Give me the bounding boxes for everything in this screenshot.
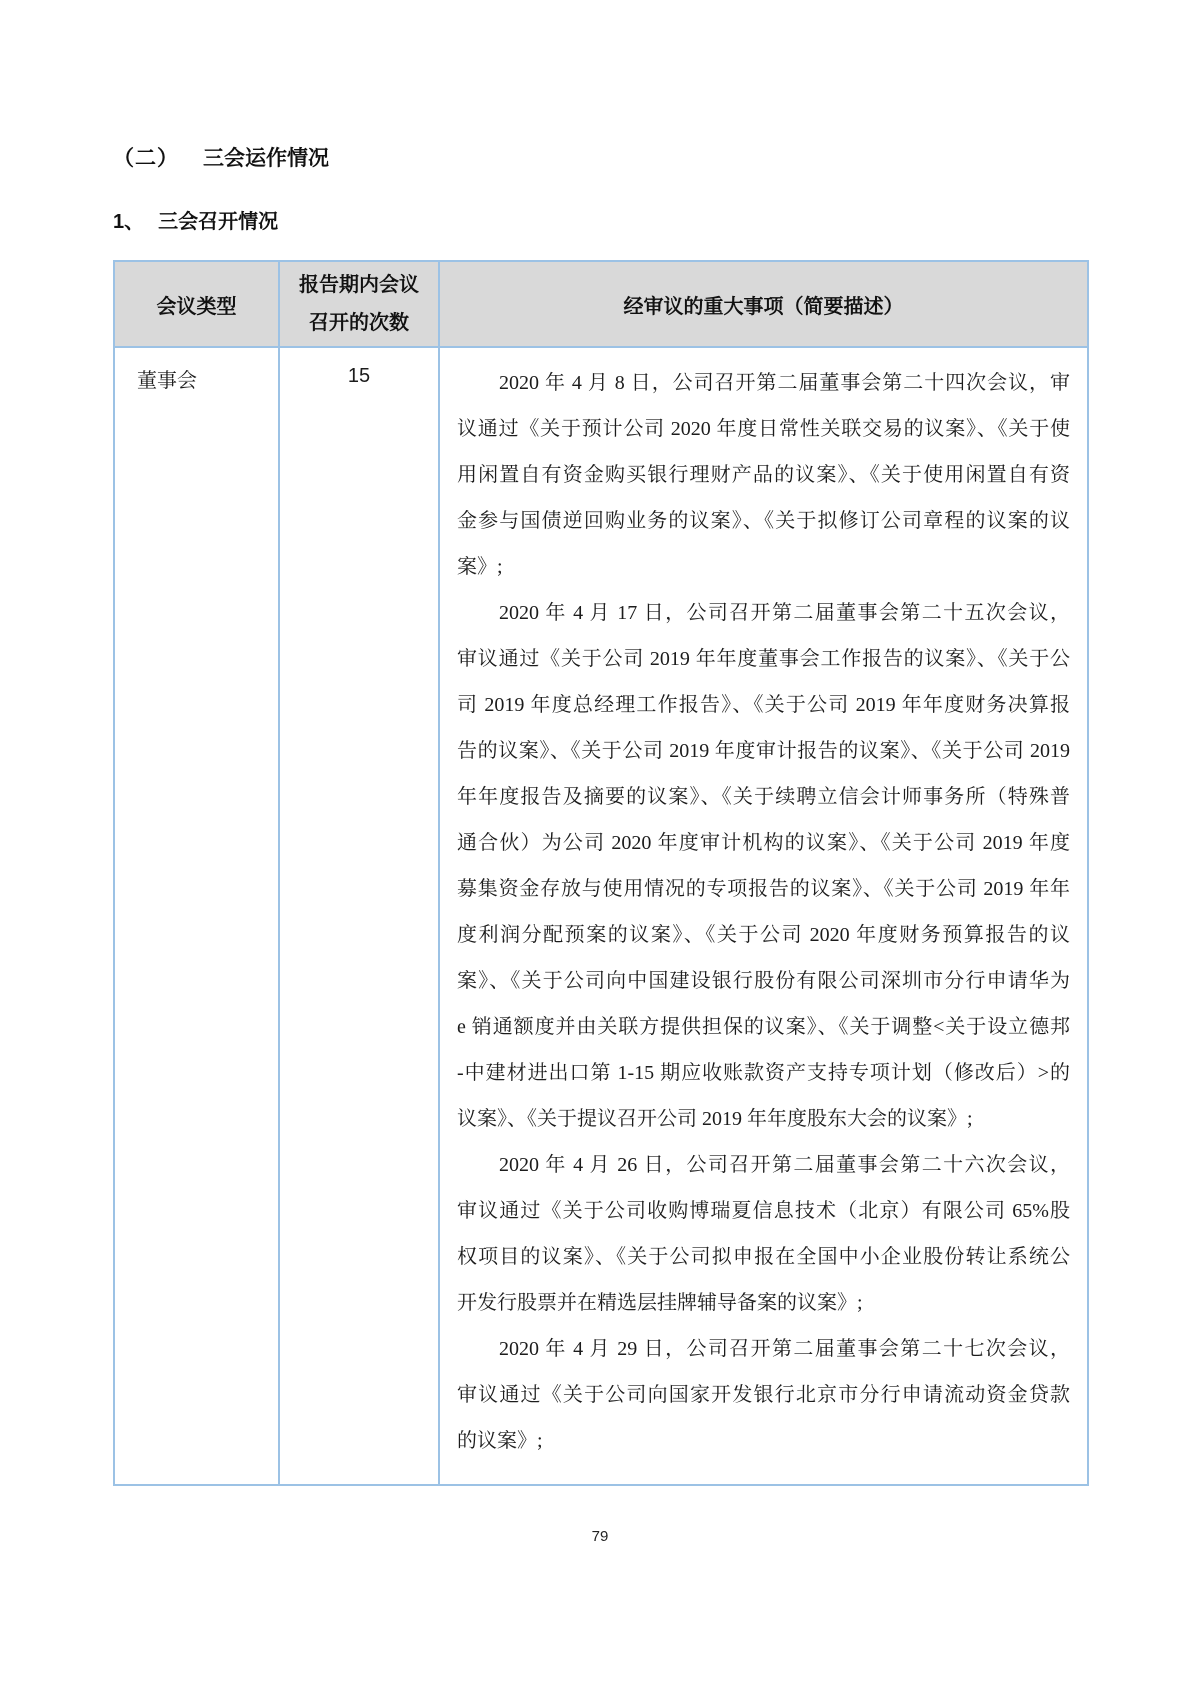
detail-line: 2020 年 4 月 8 日，公司召开第二届董事会第二十四次会议，审 [499, 372, 1070, 394]
detail-line: 2020 年 4 月 26 日，公司召开第二届董事会第二十六次会议， [499, 1154, 1070, 1176]
section-title: 三会运作情况 [203, 147, 329, 170]
header-meeting-count-line2: 召开的次数 [309, 312, 409, 334]
detail-line: 议通过《关于预计公司 2020 年度日常性关联交易的议案》、《关于使 [457, 418, 1070, 440]
detail-line: 审议通过《关于公司收购博瑞夏信息技术（北京）有限公司 65%股 [457, 1200, 1070, 1222]
detail-line: 开发行股票并在精选层挂牌辅导备案的议案》; [457, 1292, 863, 1314]
detail-line: 审议通过《关于公司 2019 年年度董事会工作报告的议案》、《关于公 [457, 648, 1070, 670]
subsection-number: 1、 [113, 211, 145, 233]
detail-line: 金参与国债逆回购业务的议案》、《关于拟修订公司章程的议案的议 [457, 510, 1070, 532]
detail-line: 权项目的议案》、《关于公司拟申报在全国中小企业股份转让系统公 [457, 1246, 1070, 1268]
detail-line: 议案》、《关于提议召开公司 2019 年年度股东大会的议案》; [457, 1108, 973, 1130]
subsection-heading [113, 205, 1087, 234]
header-meeting-count [279, 261, 439, 347]
detail-line: 的议案》; [457, 1430, 543, 1452]
detail-line: 通合伙）为公司 2020 年度审计机构的议案》、《关于公司 2019 年度 [457, 832, 1070, 854]
meeting-type-cell: 董事会 [114, 347, 279, 1485]
meeting-count-cell: 15 [279, 347, 439, 1485]
table-row-board-of-directors [114, 347, 1088, 1485]
detail-line: 用闲置自有资金购买银行理财产品的议案》、《关于使用闲置自有资 [457, 464, 1070, 486]
detail-line: 案》; [457, 556, 503, 578]
detail-line: 年年度报告及摘要的议案》、《关于续聘立信会计师事务所（特殊普 [457, 786, 1070, 808]
section-heading [113, 142, 1087, 172]
detail-line: e 销通额度并由关联方提供担保的议案》、《关于调整<关于设立德邦 [457, 1016, 1070, 1038]
detail-line: 2020 年 4 月 17 日，公司召开第二届董事会第二十五次会议， [499, 602, 1070, 624]
detail-line: 告的议案》、《关于公司 2019 年度审计报告的议案》、《关于公司 2019 [457, 740, 1070, 762]
detail-line: 2020 年 4 月 29 日，公司召开第二届董事会第二十七次会议， [499, 1338, 1070, 1360]
detail-line: -中建材进出口第 1-15 期应收账款资产支持专项计划（修改后）>的 [457, 1062, 1070, 1084]
section-number: （二） [113, 147, 179, 170]
detail-line: 募集资金存放与使用情况的专项报告的议案》、《关于公司 2019 年年 [457, 878, 1070, 900]
reviewed-matters-cell [439, 347, 1088, 1485]
detail-line: 度利润分配预案的议案》、《关于公司 2020 年度财务预算报告的议 [457, 924, 1070, 946]
table-header-row [114, 261, 1088, 347]
detail-line: 审议通过《关于公司向国家开发银行北京市分行申请流动资金贷款 [457, 1384, 1070, 1406]
page-number: 79 [591, 1528, 609, 1545]
header-meeting-type: 会议类型 [114, 261, 279, 347]
subsection-title: 三会召开情况 [158, 211, 279, 233]
detail-line: 案》、《关于公司向中国建设银行股份有限公司深圳市分行申请华为 [457, 970, 1070, 992]
meetings-table [113, 260, 1089, 1486]
page-content [113, 142, 1087, 1486]
detail-line: 司 2019 年度总经理工作报告》、《关于公司 2019 年年度财务决算报 [457, 694, 1070, 716]
header-meeting-count-line1: 报告期内会议 [299, 274, 419, 296]
header-reviewed-matters: 经审议的重大事项（简要描述） [439, 261, 1088, 347]
